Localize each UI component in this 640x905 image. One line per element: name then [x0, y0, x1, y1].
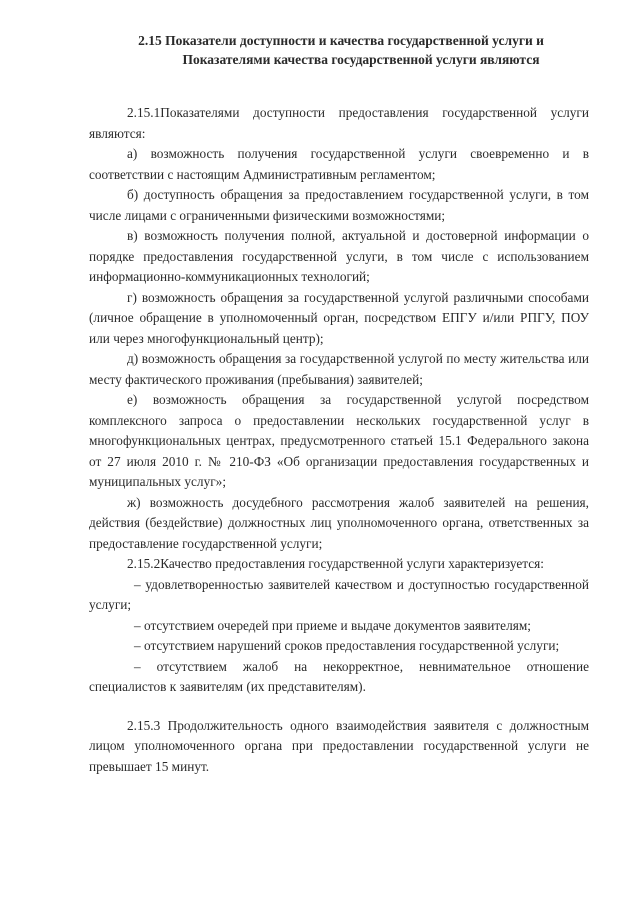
list-item-b: б) доступность обращения за предоставлением государственной услуги, в том числе лицами с ограниченными физическими возможностями; — [89, 187, 589, 223]
list-item-a: а) возможность получения государственной услуги своевременно и в соответствии с настоящим Административным регламентом; — [89, 146, 589, 182]
paragraph-2-15-3: 2.15.3 Продолжительность одного взаимодействия заявителя с должностным лицом уполномоченного органа при предоставлении государственной услуги не превышает 15 минут. — [89, 717, 589, 774]
list-item-v: в) возможность получения полной, актуальной и достоверной информации о порядке предоставления государственной услуги, в том числе с использованием информационно-коммуникационных технологий; — [89, 228, 589, 284]
paragraph-2-15-2-intro: 2.15.2Качество предоставления государственной услуги характеризуется: — [127, 556, 544, 571]
section-heading-line-1: 2.15 Показатели доступности и качества государственной услуги и — [138, 33, 544, 48]
list-item-g: г) возможность обращения за государственной услугой различными способами (личное обращение в уполномоченный орган, посредством ЕПГУ и/или РПГУ, ПОУ или через многофункциональный центр); — [89, 289, 589, 346]
paragraph-2-15-1-intro: 2.15.1Показателями доступности предоставления государственной услуги являются: — [89, 105, 589, 141]
list-item-d: д) возможность обращения за государственной услугой по месту жительства или месту фактического проживания (пребывания) заявителей; — [89, 351, 589, 387]
list-item-e: е) возможность обращения за государственной услугой посредством комплексного запроса о предоставлении нескольких государственной услуг в многофункциональных центрах, предусмотренного статьей 15.1 Федерального закона от 27 июля 2010 г. № 210-ФЗ «Об организации предоставления государственных и муниципальных услуг»; — [89, 392, 589, 489]
document-body — [89, 103, 589, 777]
section-heading-line-2: Показателями качества государственной услуги являются — [182, 52, 540, 67]
dash-item-no-complaints: – отсутствием жалоб на некорректное, невнимательное отношение специалистов к заявителям (их представителям). — [89, 658, 589, 694]
list-item-zh: ж) возможность досудебного рассмотрения жалоб заявителей на решения, действия (бездействие) должностных лиц уполномоченного органа, ответственных за предоставление государственной услуги; — [89, 494, 589, 551]
dash-item-satisfaction: – удовлетворенностью заявителей качеством и доступностью государственной услуги; — [89, 576, 589, 612]
dash-item-no-queues: – отсутствием очередей при приеме и выдаче документов заявителям; — [134, 617, 531, 633]
dash-item-no-deadline-violations: – отсутствием нарушений сроков предоставления государственной услуги; — [134, 638, 560, 653]
